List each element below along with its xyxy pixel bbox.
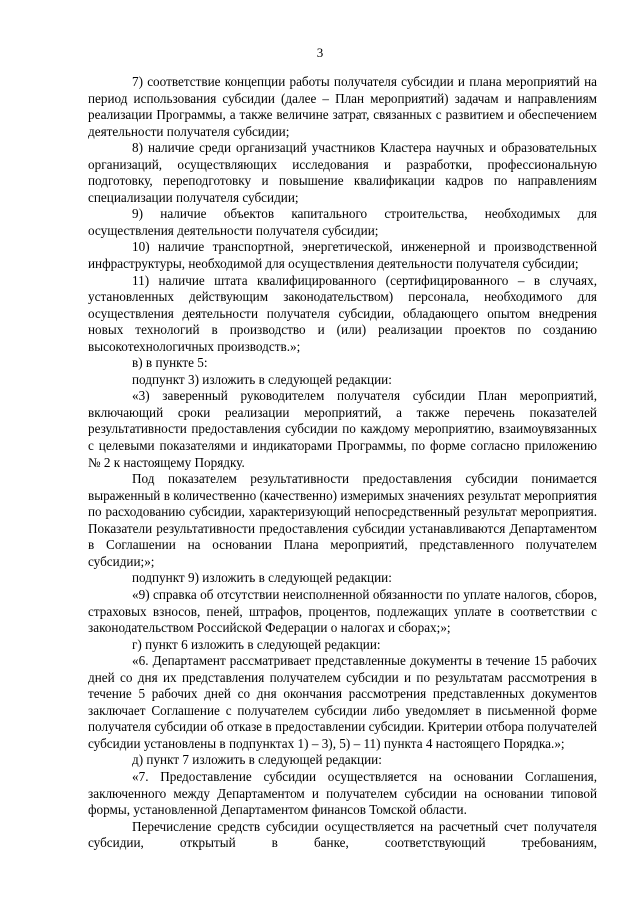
paragraph: 11) наличие штата квалифицированного (сертифицированного – в случаях, установленных действующим законодательством) персонала, необходимого для осуществления деятельности получателя субсидии, обладающего опытом внедрения новых технологий в производство и (или) реализации проектов по созданию высокотехнологичных производств.»; (88, 272, 597, 354)
paragraph: в) в пункте 5: (132, 355, 208, 371)
paragraph: «9) справка об отсутствии неисполненной обязанности по уплате налогов, сборов, страховых взносов, пеней, штрафов, процентов, подлежащих уплате в соответствии с законодательством Российской Федерации о налогах и сборах;»; (88, 586, 597, 636)
paragraph: 9) наличие объектов капитального строительства, необходимых для осуществления деятельности получателя субсидии; (88, 206, 597, 238)
paragraph: подпункт 3) изложить в следующей редакции: (132, 371, 392, 387)
paragraph: «3) заверенный руководителем получателя субсидии План мероприятий, включающий сроки реализации мероприятий, а также перечень показателей результативности предоставления субсидии по каждому мероприятию, взаимоувязанных с целевыми показателями и индикаторами Программы, по форме согласно приложению № 2 к настоящему Порядку. (88, 388, 597, 470)
paragraph: Перечисление средств субсидии осуществляется на расчетный счет получателя субсидии, открытый в банке, соответствующий требованиям, (88, 818, 597, 851)
paragraph: «6. Департамент рассматривает представленные документы в течение 15 рабочих дней со дня их представления получателем субсидии и по результатам рассмотрения в течение 5 рабочих дней со дня окончания рассмотрения представленных документов заключает Соглашение с получателем субсидии либо уведомляет в письменной форме получателя субсидии об отказе в предоставлении субсидии. Критерии отбора получателей субсидии установлены в подпунктах 1) – 3), 5) – 11) пункта 4 настоящего Порядка.»; (88, 653, 597, 751)
paragraph: подпункт 9) изложить в следующей редакции: (132, 570, 392, 586)
paragraph: Под показателем результативности предоставления субсидии понимается выраженный в количественно (качественно) измеримых значениях результат мероприятия по расходованию субсидии, характеризующий непосредственный результат мероприятия. Показатели результативности предоставления субсидии устанавливаются Департаментом в Соглашении на основании Плана мероприятий, представленного получателем субсидии;»; (88, 471, 597, 569)
paragraph: «7. Предоставление субсидии осуществляется на основании Соглашения, заключенного между Департаментом и получателем субсидии на основании типовой формы, установленной Департаментом финансов Томской области. (88, 768, 597, 818)
paragraph: д) пункт 7 изложить в следующей редакции: (132, 752, 382, 768)
page-number: 3 (316, 45, 324, 60)
paragraph: г) пункт 6 изложить в следующей редакции: (132, 636, 381, 652)
paragraph: 7) соответствие концепции работы получателя субсидии и плана мероприятий на период использования субсидии (далее – План мероприятий) задачам и направлениям реализации Программы, а также величине затрат, связанных с развитием и обеспечением деятельности получателя субсидии; (88, 74, 597, 139)
paragraph: 10) наличие транспортной, энергетической, инженерной и производственной инфраструктуры, необходимой для осуществления деятельности получателя субсидии; (88, 239, 597, 272)
paragraph: 8) наличие среди организаций участников Кластера научных и образовательных организаций, осуществляющих исследования и разработки, профессиональную подготовку, переподготовку и повышение квалификации кадров по направлениям специализации получателя субсидии; (88, 140, 597, 205)
document-body (88, 74, 597, 852)
